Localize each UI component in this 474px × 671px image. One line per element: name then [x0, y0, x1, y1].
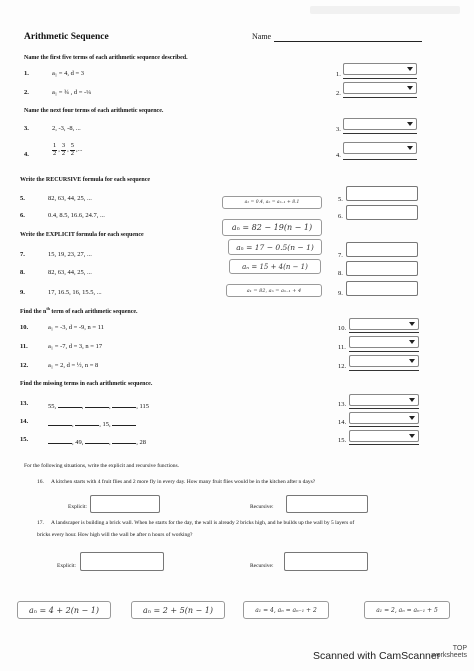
fraction: $\frac{3}{2}$ — [61, 142, 66, 157]
answer-underline — [349, 351, 419, 352]
problem-number: 3. — [24, 125, 29, 132]
section-heading: Find the $n^{th}$ term of each arithmetic sequence. — [20, 306, 138, 315]
section-heading: Find the missing terms in each arithmetic sequence. — [20, 381, 153, 387]
answer-dropdown-12[interactable] — [349, 355, 419, 367]
chevron-down-icon — [407, 86, 413, 90]
problem-fractions: $\frac{1}{2}$ , $\frac{3}{2}$ , $\frac{5}{2}$ ,... — [53, 142, 83, 157]
problem-number: 5. — [20, 195, 25, 202]
answer-dropdown-2[interactable] — [343, 82, 417, 94]
problem-number: 8. — [20, 269, 25, 276]
page-title: Arithmetic Sequence — [24, 32, 109, 42]
chevron-down-icon — [409, 434, 415, 438]
drop-target-5[interactable] — [346, 186, 418, 201]
answer-number: 13. — [338, 401, 347, 408]
answer-dropdown-10[interactable] — [349, 318, 419, 330]
answer-number: 6. — [338, 213, 343, 220]
problem-number: 10. — [20, 324, 29, 331]
answer-number: 3. — [336, 126, 341, 133]
answer-dropdown-1[interactable] — [343, 63, 417, 75]
answer-number: 5. — [338, 196, 343, 203]
problem-text: 82, 63, 44, 25, ... — [48, 269, 92, 276]
fraction: $\frac{1}{2}$ — [53, 142, 57, 157]
answer-number: 11. — [338, 344, 346, 351]
section-heading: Name the first five terms of each arithmetic sequence described. — [24, 55, 188, 61]
problem-text: a₁ = 2, d = ½, n = 8 — [48, 362, 99, 369]
formula-tile[interactable]: aₙ = 2 + 5(n − 1) — [131, 601, 225, 619]
answer-number: 2. — [336, 90, 341, 97]
problem-number: 9. — [20, 289, 25, 296]
answer-number: 14. — [338, 419, 347, 426]
explicit-label: Explicit: — [68, 504, 87, 510]
section-heading: Write the RECURSIVE formula for each sequence — [20, 177, 151, 183]
name-input-line[interactable] — [274, 41, 422, 42]
problem-number: 11. — [20, 343, 28, 350]
scanner-watermark: Scanned with CamScanner — [313, 650, 441, 662]
recursive-answer-box[interactable] — [286, 495, 368, 513]
answer-dropdown-3[interactable] — [343, 118, 417, 130]
chevron-down-icon — [407, 67, 413, 71]
drop-target-7[interactable] — [346, 242, 418, 257]
formula-tile[interactable]: aₙ = 82 − 19(n − 1) — [222, 219, 322, 236]
answer-number: 1. — [336, 71, 341, 78]
formula-tile[interactable]: a₁ = 0.4, aₙ = aₙ₋₁ + 8.1 — [222, 196, 322, 209]
problem-number: 6. — [20, 212, 25, 219]
answer-underline — [349, 408, 419, 409]
problem-number: 17. — [37, 520, 44, 526]
problem-text: a₁ = ¾ , d = -¼ — [52, 89, 92, 96]
answer-number: 12. — [338, 363, 347, 370]
faded-header-smudge — [310, 6, 460, 14]
problem-number: 4. — [24, 151, 29, 158]
problem-number: 1. — [24, 70, 29, 77]
answer-dropdown-4[interactable] — [343, 142, 417, 154]
explicit-answer-box[interactable] — [80, 552, 164, 571]
chevron-down-icon — [409, 359, 415, 363]
chevron-down-icon — [409, 322, 415, 326]
problem-number: 15. — [20, 436, 29, 443]
problem-text: 55, , , , 115 — [48, 403, 150, 410]
section-instructions: For the following situations, write the explicit and recursive functions. — [24, 463, 180, 469]
answer-dropdown-14[interactable] — [349, 412, 419, 424]
problem-number: 12. — [20, 362, 29, 369]
problem-text: 2, -3, -8, ... — [52, 125, 81, 132]
problem-text: A kitchen starts with 4 fruit flies and 2 more fly in every day. How many fruit flies would be in the kitchen after n days? — [51, 479, 316, 485]
chevron-down-icon — [409, 340, 415, 344]
answer-dropdown-13[interactable] — [349, 394, 419, 406]
formula-tile[interactable]: a₁ = 82, aₙ = aₙ₋₁ + 4 — [226, 284, 322, 297]
problem-text: 0.4, 8.5, 16.6, 24.7, ... — [48, 212, 105, 219]
problem-text: , 49, , , 28 — [48, 437, 146, 447]
problem-number: 14. — [20, 418, 29, 425]
recursive-label: Recursive: — [250, 563, 274, 569]
answer-dropdown-15[interactable] — [349, 430, 419, 442]
drop-target-6[interactable] — [346, 205, 418, 220]
problem-text: a₁ = -3, d = -9, n = 11 — [48, 324, 104, 331]
problem-number: 7. — [20, 251, 25, 258]
fraction: $\frac{5}{2}$ — [70, 142, 74, 157]
chevron-down-icon — [407, 122, 413, 126]
formula-tile[interactable]: aₙ = 15 + 4(n − 1) — [229, 259, 321, 274]
answer-underline — [349, 370, 419, 371]
answer-number: 15. — [338, 437, 347, 444]
problem-text: A landscaper is building a brick wall. When he starts for the day, the wall is already 2 bricks high, and he builds up the wall by 5 layers of — [51, 520, 355, 526]
problem-text: 17, 16.5, 16, 15.5, ... — [48, 289, 102, 296]
site-watermark: TOP worksheets — [431, 645, 467, 659]
answer-underline — [343, 159, 417, 160]
chevron-down-icon — [407, 146, 413, 150]
drop-target-9[interactable] — [346, 281, 418, 296]
answer-number: 10. — [338, 325, 347, 332]
formula-tile[interactable]: a₁ = 4, aₙ = aₙ₋₁ + 2 — [243, 601, 329, 619]
problem-text: 15, 19, 23, 27, ... — [48, 251, 92, 258]
problem-text: a₁ = -7, d = 3, n = 17 — [48, 343, 103, 350]
problem-number: 13. — [20, 400, 29, 407]
formula-tile[interactable]: a₁ = 2, aₙ = aₙ₋₁ + 5 — [364, 601, 450, 619]
answer-number: 4. — [336, 152, 341, 159]
answer-underline — [343, 97, 417, 98]
recursive-answer-box[interactable] — [284, 552, 368, 571]
problem-text: a₁ = 4, d = 3 — [52, 70, 84, 77]
explicit-answer-box[interactable] — [90, 495, 160, 513]
answer-underline — [349, 426, 419, 427]
answer-underline — [349, 444, 419, 445]
section-heading: Name the next four terms of each arithmetic sequence. — [24, 108, 164, 114]
section-heading: Write the EXPLICIT formula for each sequence — [20, 232, 144, 238]
answer-underline — [343, 78, 417, 79]
recursive-label: Recursive: — [250, 504, 274, 510]
answer-underline — [343, 133, 417, 134]
answer-number: 8. — [338, 270, 343, 277]
problem-text: , , 15, — [48, 419, 136, 429]
explicit-label: Explicit: — [57, 563, 76, 569]
drop-target-8[interactable] — [346, 261, 418, 276]
answer-number: 9. — [338, 290, 343, 297]
answer-dropdown-11[interactable] — [349, 336, 419, 348]
problem-text: 82, 63, 44, 25, ... — [48, 195, 92, 202]
problem-text: bricks every hour. How high will the wall be after n hours of working? — [37, 532, 193, 538]
problem-number: 2. — [24, 89, 29, 96]
name-label: Name — [252, 32, 272, 41]
chevron-down-icon — [409, 416, 415, 420]
formula-tile[interactable]: aₙ = 4 + 2(n − 1) — [17, 601, 111, 619]
answer-number: 7. — [338, 252, 343, 259]
problem-number: 16. — [37, 479, 44, 485]
formula-tile[interactable]: aₙ = 17 − 0.5(n − 1) — [228, 239, 322, 255]
chevron-down-icon — [409, 398, 415, 402]
answer-underline — [349, 332, 419, 333]
